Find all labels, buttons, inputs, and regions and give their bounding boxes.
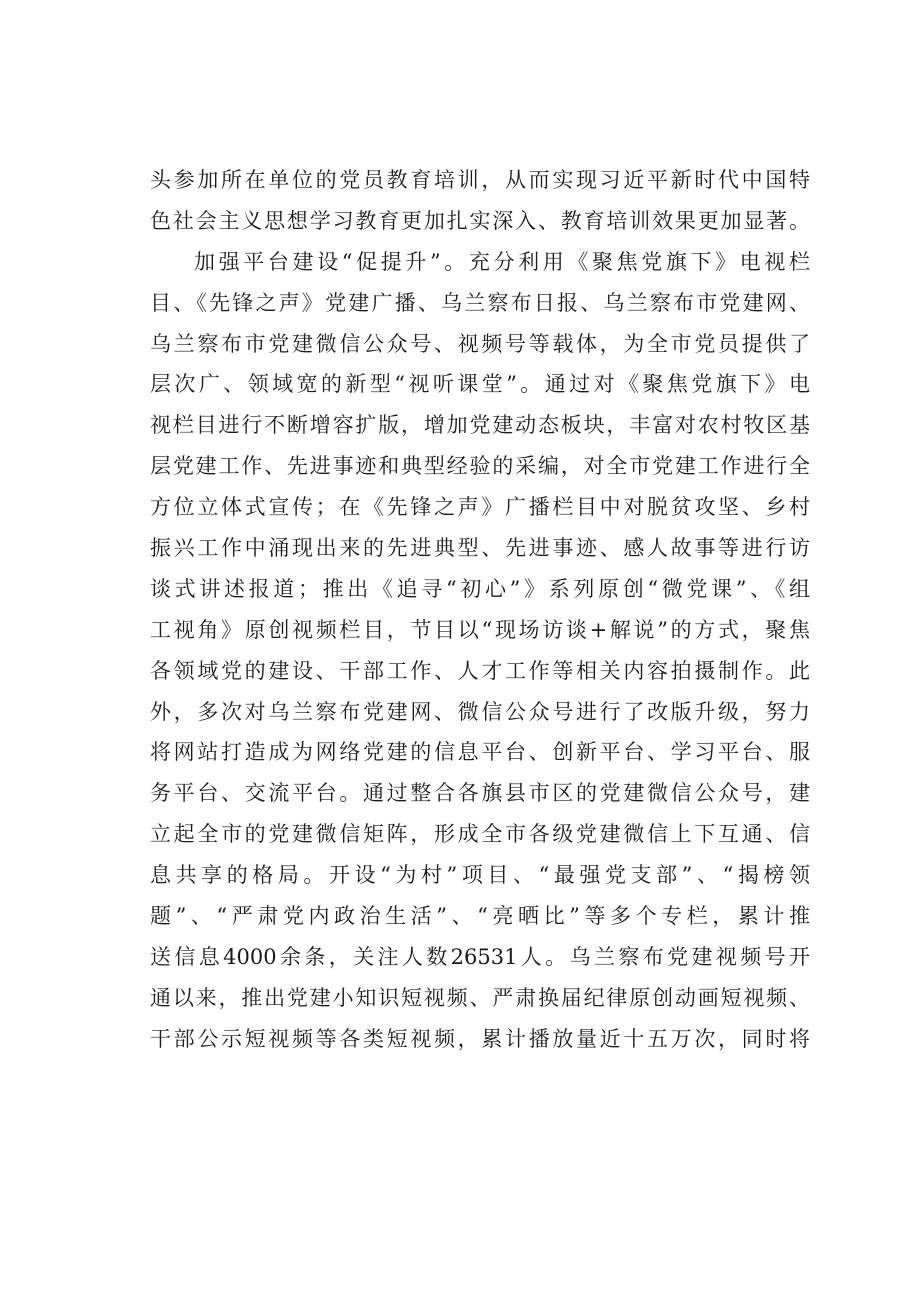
- text-line: 方位立体式宣传；在《先锋之声》广播栏目中对脱贫攻坚、乡村: [150, 495, 810, 520]
- text-line: 目、《先锋之声》党建广播、乌兰察布日报、乌兰察布市党建网、: [150, 290, 810, 315]
- text-line: 外，多次对乌兰察布党建网、微信公众号进行了改版升级，努力: [150, 699, 810, 724]
- text-line: 振兴工作中涌现出来的先进典型、先进事迹、感人故事等进行访: [150, 536, 810, 561]
- body-text: [150, 160, 810, 1060]
- text-line: 谈式讲述报道；推出《追寻“初心”》系列原创“微党课”、《组: [150, 576, 810, 601]
- text-line: 乌兰察布市党建微信公众号、视频号等载体，为全市党员提供了: [150, 331, 810, 356]
- text-line: 题”、“严肃党内政治生活”、“亮晒比”等多个专栏，累计推: [150, 904, 810, 929]
- text-line: 干部公示短视频等各类短视频，累计播放量近十五万次，同时将: [150, 1026, 810, 1051]
- paragraph-start-line: 加强平台建设“促提升”。充分利用《聚焦党旗下》电视栏: [194, 249, 810, 274]
- text-line: 各领域党的建设、干部工作、人才工作等相关内容拍摄制作。此: [150, 658, 810, 683]
- text-line: 送信息4000余条，关注人数26531人。乌兰察布党建视频号开: [150, 944, 810, 969]
- text-line: 色社会主义思想学习教育更加扎实深入、教育培训效果更加显著。: [150, 208, 810, 233]
- text-line: 通以来，推出党建小知识短视频、严肃换届纪律原创动画短视频、: [150, 985, 810, 1010]
- text-line: 息共享的格局。开设“为村”项目、“最强党支部”、“揭榜领: [150, 863, 810, 888]
- text-line: 务平台、交流平台。通过整合各旗县市区的党建微信公众号，建: [150, 781, 810, 806]
- text-line: 层次广、领域宽的新型“视听课堂”。通过对《聚焦党旗下》电: [150, 372, 810, 397]
- text-line: 将网站打造成为网络党建的信息平台、创新平台、学习平台、服: [150, 740, 810, 765]
- text-line: 头参加所在单位的党员教育培训，从而实现习近平新时代中国特: [150, 168, 810, 192]
- text-line: 工视角》原创视频栏目，节目以“现场访谈+解说”的方式，聚焦: [150, 617, 810, 642]
- text-line: 视栏目进行不断增容扩版，增加党建动态板块，丰富对农村牧区基: [150, 413, 810, 438]
- text-line: 立起全市的党建微信矩阵，形成全市各级党建微信上下互通、信: [150, 822, 810, 847]
- text-line: 层党建工作、先进事迹和典型经验的采编，对全市党建工作进行全: [150, 454, 810, 479]
